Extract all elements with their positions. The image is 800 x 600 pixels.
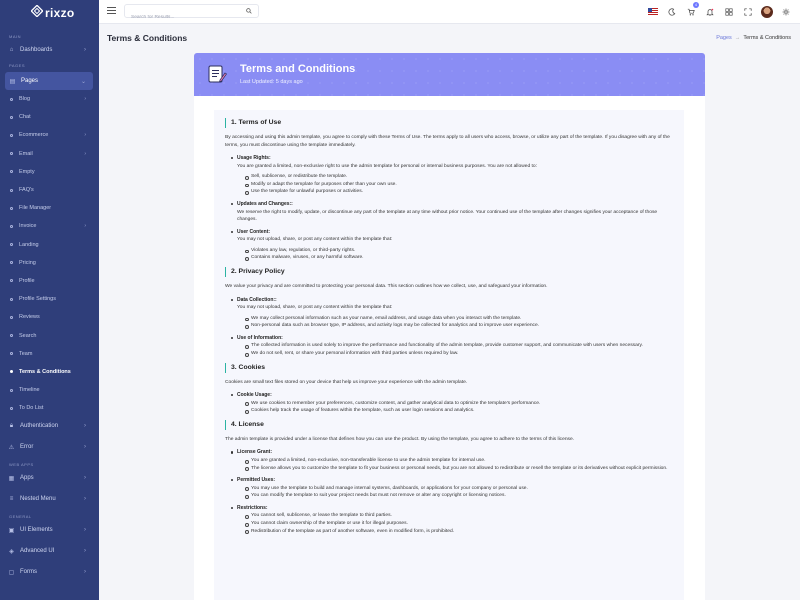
section-label-pages: PAGES [9, 63, 25, 68]
sidebar-subitem-label: To Do List [19, 405, 44, 412]
sidebar-subitem-landing[interactable] [0, 236, 99, 254]
sidebar-subitem-profile[interactable] [0, 272, 99, 290]
item-list [251, 315, 672, 330]
sidebar-item-label: Advanced UI [20, 548, 55, 555]
terms-item-restrictions [237, 505, 672, 535]
sidebar-subitem-label: FAQ's [19, 187, 34, 194]
document-pen-icon [206, 63, 228, 85]
lock-icon: 🔒︎ [9, 422, 14, 429]
bullet-icon [10, 261, 13, 264]
item-title: Data Collection:: [237, 297, 672, 303]
list-item: Use the template for unlawful purposes or activities. [251, 188, 672, 196]
gift-icon: ◈ [9, 548, 14, 555]
bullet-icon [10, 98, 13, 101]
breadcrumb-current: Terms & Conditions [743, 35, 791, 41]
terms-item-license-grant [237, 449, 672, 472]
sidebar-item-label: Pages [21, 78, 39, 84]
sidebar-subitem-todo-list[interactable] [0, 399, 99, 417]
topbar-actions [640, 5, 792, 18]
terms-item-use-of-information [237, 335, 672, 358]
sidebar [0, 0, 99, 600]
bullet-icon [10, 116, 13, 119]
sidebar-subitem-terms-conditions[interactable] [0, 363, 99, 381]
item-title: Use of Information: [237, 335, 672, 341]
section-heading-cookies: 3. Cookies [225, 363, 672, 373]
list-item: You cannot claim ownership of the template or use it for illegal purposes. [251, 520, 672, 528]
sidebar-item-label: Apps [20, 475, 34, 482]
sidebar-subitem-profile-settings[interactable] [0, 290, 99, 308]
item-list [251, 247, 672, 262]
item-title: User Content: [237, 229, 672, 235]
sidebar-subitem-faqs[interactable] [0, 181, 99, 199]
top-bar [99, 0, 800, 24]
terms-item-data-collection [237, 297, 672, 330]
chevron-right-icon: › [84, 548, 86, 555]
section-paragraph: We value your privacy and are committed to protecting your personal data. This section outlines how we collect, use, and safeguard your information. [225, 284, 548, 290]
item-title: License Grant: [237, 449, 672, 455]
item-list [251, 512, 672, 535]
item-list [251, 485, 672, 500]
sidebar-item-label: Authentication [20, 423, 59, 430]
sidebar-subitem-reviews[interactable] [0, 308, 99, 326]
sidebar-subitem-email[interactable] [0, 145, 99, 163]
cart-icon[interactable] [684, 5, 697, 18]
sidebar-subitem-chat[interactable] [0, 108, 99, 126]
list-item: Contains malware, viruses, or any harmful software. [251, 254, 672, 262]
list-item: We use cookies to remember your preferences, customize content, and gather analytical data to optimize the template's performance. [251, 400, 672, 408]
sidebar-subitem-timeline[interactable] [0, 381, 99, 399]
bell-icon[interactable] [703, 5, 716, 18]
list-item: The license allows you to customize the template to fit your business or personal needs, but you are not allowed to redistribute or resell the template or its derivatives without explicit permission. [251, 465, 672, 473]
chevron-right-icon: › [84, 527, 86, 534]
chevron-right-icon: › [84, 96, 86, 103]
sidebar-subitem-label: Reviews [19, 314, 40, 321]
chevron-right-icon: › [84, 569, 86, 576]
file-icon: ▤ [9, 78, 16, 85]
section-heading-license: 4. License [225, 420, 672, 430]
bullet-icon [10, 134, 13, 137]
search-box [124, 4, 259, 18]
list-item: You may use the template to build and manage internal systems, dashboards, or applications for your company or personal use. [251, 485, 672, 493]
sidebar-subitem-label: Ecommerce [19, 132, 49, 139]
bullet-icon [10, 152, 13, 155]
page-title: Terms & Conditions [107, 33, 188, 43]
chevron-right-icon: › [84, 423, 86, 430]
sidebar-item-label: Forms [20, 569, 37, 576]
sidebar-subitem-label: Team [19, 350, 33, 357]
bullet-icon [10, 389, 13, 392]
sidebar-subitem-label: Terms & Conditions [19, 368, 71, 375]
warning-icon: ⚠︎ [8, 444, 15, 451]
sidebar-item-label: Error [20, 444, 34, 451]
list-item: Modify or adapt the template for purposes other than your own use. [251, 181, 672, 189]
sidebar-subitem-label: Email [19, 150, 33, 157]
item-list [251, 400, 672, 415]
list-item: Cookies help track the usage of features within the template, such as user login sessions and analytics. [251, 407, 672, 415]
bullet-icon [10, 298, 13, 301]
sidebar-item-authentication[interactable] [0, 417, 99, 435]
last-updated-text: Last Updated: 5 days ago [240, 79, 303, 85]
list-item: Sell, sublicense, or redistribute the template. [251, 173, 672, 181]
sidebar-subitem-label: File Manager [19, 205, 52, 212]
section-paragraph: By accessing and using this admin template, you agree to comply with these Terms of Use. The terms apply to all users who access, browse, or utilize any part of the template. If you disagree with any of the terms, you must discontinue using the template immediately. [225, 135, 670, 148]
sidebar-subitem-label: Timeline [19, 387, 40, 394]
chevron-right-icon: › [84, 444, 86, 451]
item-text: We reserve the right to modify, update, or discontinue any part of the template at any time without prior notice. Your continued use of the template after changes signifies your acceptance of those changes. [237, 209, 658, 223]
sidebar-item-error[interactable] [0, 438, 99, 456]
sidebar-subitem-label: Profile [19, 277, 35, 284]
language-flag-icon[interactable] [646, 5, 659, 18]
bullet-icon [10, 316, 13, 319]
item-text: You may not upload, share, or post any content within the template that: [237, 305, 393, 311]
apps-grid-icon[interactable] [722, 5, 735, 18]
chevron-right-icon: › [84, 47, 86, 53]
sidebar-subitem-pricing[interactable] [0, 254, 99, 272]
sidebar-subitem-label: Empty [19, 168, 35, 175]
list-item: Non-personal data such as browser type, IP address, and activity logs may be collected for analytics and to improve user experience. [251, 322, 672, 330]
sidebar-item-forms[interactable] [0, 563, 99, 581]
terms-heading: Terms and Conditions [240, 63, 356, 75]
item-text: You are granted a limited, non-exclusive right to use the admin template for personal or internal business purposes. You are not allowed to: [237, 163, 537, 169]
grid-icon: ▦ [8, 475, 15, 482]
sidebar-subitem-label: Search [19, 332, 37, 339]
sidebar-item-apps[interactable] [0, 469, 99, 487]
terms-banner [194, 53, 705, 96]
sidebar-item-label: UI Elements [20, 527, 53, 534]
brand-name: rixzo [45, 5, 75, 20]
sidebar-subitem-label: Blog [19, 96, 31, 103]
chevron-right-icon: › [84, 223, 86, 230]
bullet-icon [10, 207, 13, 210]
list-item: We may collect personal information such as your name, email address, and usage data when you interact with the template. [251, 315, 672, 323]
item-title: Updates and Changes:: [237, 201, 672, 207]
sidebar-item-nested-menu[interactable] [0, 490, 99, 508]
item-list [251, 342, 672, 357]
item-title: Cookie Usage: [237, 392, 672, 398]
logo-icon [31, 5, 43, 17]
settings-gear-icon[interactable] [779, 5, 792, 18]
section-paragraph: Cookies are small text files stored on your device that help us improve your experience with the admin template. [225, 379, 468, 385]
sidebar-item-dashboards[interactable] [0, 41, 99, 59]
terms-item-updates [237, 201, 672, 224]
terms-item-usage-rights [237, 155, 672, 196]
section-label-web-apps: WEB APPS [9, 462, 34, 468]
search-icon[interactable] [246, 8, 252, 14]
chevron-right-icon: › [84, 496, 86, 503]
bullet-icon [10, 243, 13, 246]
sidebar-subitem-label: Landing [19, 241, 39, 248]
list-item: We do not sell, rent, or share your personal information with third parties unless required by law. [251, 350, 672, 358]
section-heading-privacy-policy: 2. Privacy Policy [225, 267, 672, 277]
chevron-right-icon: › [84, 150, 86, 157]
sidebar-subitem-search[interactable] [0, 326, 99, 344]
sidebar-subitem-label: Invoice [19, 223, 37, 230]
section-label-general: GENERAL [9, 514, 32, 520]
list-item: You can modify the template to suit your project needs but must not remove or alter any copyright or licensing notices. [251, 492, 672, 500]
bullet-icon [10, 279, 13, 282]
cart-count-badge: 4 [693, 2, 699, 8]
terms-item-cookie-usage [237, 392, 672, 415]
sidebar-item-label: Nested Menu [20, 496, 56, 503]
bullet-icon [10, 407, 13, 410]
list-item: Violates any law, regulation, or third-party rights. [251, 247, 672, 255]
bullet-icon [10, 370, 13, 373]
box-icon: ▣ [8, 527, 15, 534]
section-paragraph: The admin template is provided under a license that defines how you can use the product. By using the template, you agree to adhere to the terms of this license. [225, 436, 575, 442]
list-item: You are granted a limited, non-exclusive, non-transferable license to use the admin template for internal use. [251, 457, 672, 465]
sidebar-subitem-label: Chat [19, 114, 31, 121]
item-title: Permitted Uses: [237, 477, 672, 483]
terms-content-card [194, 96, 705, 600]
search-input[interactable] [125, 12, 235, 24]
sidebar-item-label: Dashboards [20, 47, 53, 53]
sidebar-item-ui-elements[interactable] [0, 521, 99, 539]
item-title: Usage Rights: [237, 155, 672, 161]
sidebar-subitem-label: Pricing [19, 259, 36, 266]
sidebar-subitem-file-manager[interactable] [0, 199, 99, 217]
list-item: The collected information is used solely to improve the performance and functionality of the admin template, provide customer support, and communicate with users when necessary. [251, 342, 672, 350]
breadcrumb [716, 35, 791, 41]
list-item: Redistribution of the template as part of another software, even in modified form, is prohibited. [251, 528, 672, 536]
section-label-main: MAIN [9, 34, 21, 39]
moon-icon[interactable] [665, 5, 678, 18]
sidebar-item-advanced-ui[interactable] [0, 542, 99, 560]
bullet-icon [10, 352, 13, 355]
item-text: You may not upload, share, or post any content within the template that: [237, 237, 393, 243]
breadcrumb-separator-icon: → [734, 35, 741, 41]
sidebar-item-pages[interactable] [5, 72, 93, 90]
chevron-right-icon: › [84, 132, 86, 139]
sidebar-subitem-ecommerce[interactable] [0, 126, 99, 144]
bullet-icon [10, 225, 13, 228]
form-icon: ▢ [8, 569, 15, 576]
terms-body [214, 110, 684, 600]
sidebar-subitem-blog[interactable] [0, 90, 99, 108]
brand-logo[interactable] [0, 0, 99, 24]
breadcrumb-link-pages[interactable]: Pages [716, 35, 732, 41]
sidebar-subitem-label: Profile Settings [19, 296, 56, 303]
layers-icon: ≡ [9, 496, 14, 503]
list-item: You cannot sell, sublicense, or lease the template to third parties. [251, 512, 672, 520]
sidebar-subitem-team[interactable] [0, 345, 99, 363]
sidebar-subitem-invoice[interactable] [0, 217, 99, 235]
sidebar-subitem-empty[interactable] [0, 163, 99, 181]
home-icon: ⌂ [9, 47, 14, 53]
item-list [251, 173, 672, 196]
fullscreen-icon[interactable] [741, 5, 754, 18]
terms-item-user-content [237, 229, 672, 262]
terms-item-permitted-uses [237, 477, 672, 500]
menu-toggle-icon[interactable] [107, 7, 116, 16]
chevron-right-icon: › [84, 475, 86, 482]
item-list [251, 457, 672, 472]
bullet-icon [10, 170, 13, 173]
item-title: Restrictions: [237, 505, 672, 511]
avatar[interactable] [760, 5, 773, 18]
bullet-icon [10, 334, 13, 337]
section-heading-terms-of-use: 1. Terms of Use [225, 118, 672, 128]
bullet-icon [10, 189, 13, 192]
chevron-down-icon: ⌄ [80, 78, 86, 85]
